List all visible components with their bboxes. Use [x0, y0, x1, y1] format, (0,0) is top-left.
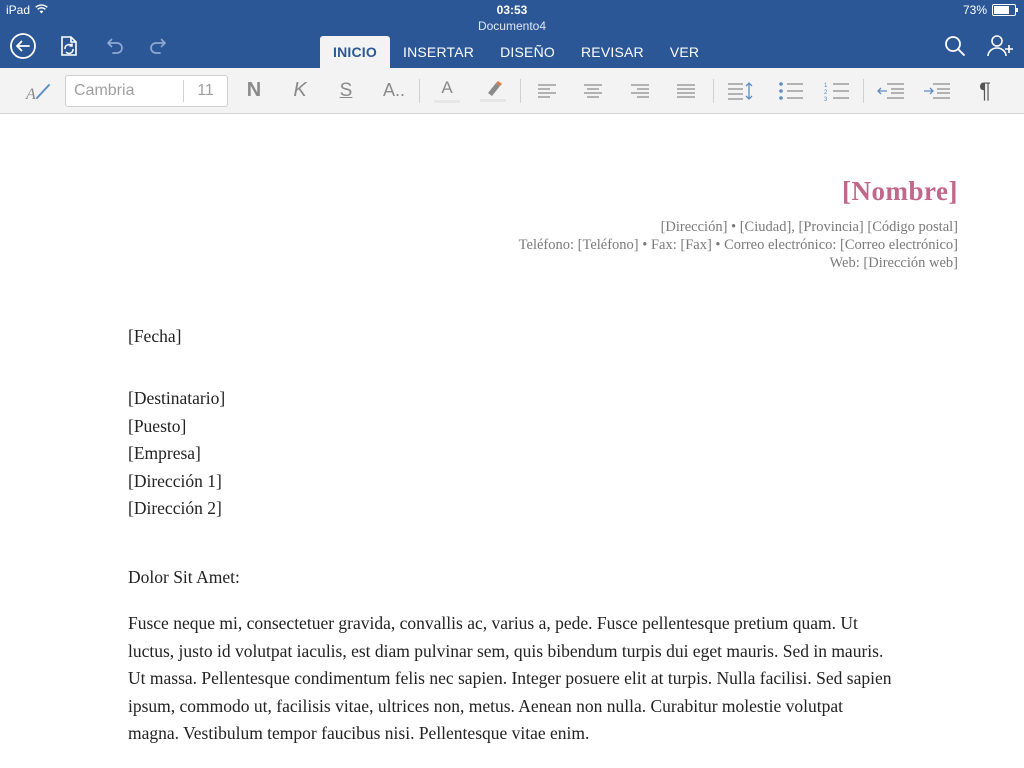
document-title: Documento4: [477, 19, 547, 33]
toolbar-divider: [713, 79, 714, 103]
battery-icon: [992, 4, 1016, 16]
recipient-company[interactable]: [Empresa]: [128, 443, 201, 463]
decrease-indent-button[interactable]: [876, 68, 906, 113]
increase-indent-icon: [923, 82, 951, 100]
device-label: iPad: [6, 3, 31, 17]
battery-fill: [994, 6, 1009, 14]
undo-icon: [102, 34, 126, 58]
sender-name[interactable]: [Nombre]: [842, 176, 958, 206]
font-color-button[interactable]: [432, 68, 462, 113]
bulleted-list-icon: [778, 81, 804, 101]
align-left-icon: [537, 83, 557, 99]
bold-button[interactable]: N: [246, 79, 262, 101]
tab-insertar[interactable]: INSERTAR: [402, 44, 475, 60]
increase-indent-button[interactable]: [922, 68, 952, 113]
title-bar: [0, 0, 1024, 68]
document-canvas[interactable]: [0, 114, 1024, 768]
toolbar-divider: [863, 79, 864, 103]
brush-style-icon: [25, 80, 53, 102]
numbered-list-icon: [824, 81, 850, 101]
add-person-icon: [986, 33, 1014, 59]
salutation[interactable]: Dolor Sit Amet:: [128, 567, 240, 587]
highlight-swatch: [480, 99, 506, 102]
underline-button[interactable]: S: [339, 79, 353, 101]
highlighter-icon: [482, 79, 504, 97]
tab-diseno[interactable]: DISEÑO: [500, 44, 555, 60]
clock: 03:53: [496, 3, 528, 17]
toolbar-divider: [520, 79, 521, 103]
ribbon-tabs: [320, 36, 712, 68]
date-field[interactable]: [Fecha]: [128, 326, 182, 346]
font-name-field[interactable]: Cambria: [74, 82, 135, 99]
justify-icon: [676, 83, 696, 99]
web-line[interactable]: Web: [Dirección web]: [829, 255, 958, 271]
numbering-button[interactable]: [822, 68, 852, 113]
line-spacing-icon: [727, 81, 755, 101]
svg-text:A: A: [26, 85, 36, 102]
bullets-button[interactable]: [776, 68, 806, 113]
line-spacing-button[interactable]: [726, 68, 756, 113]
italic-button[interactable]: K: [293, 79, 307, 101]
highlight-button[interactable]: [478, 68, 508, 113]
search-button[interactable]: [941, 32, 969, 60]
undo-button[interactable]: [100, 32, 128, 60]
font-size-field[interactable]: 11: [197, 82, 214, 99]
address-line[interactable]: [Dirección] • [Ciudad], [Provincia] [Código postal]: [660, 219, 958, 235]
redo-icon: [147, 34, 171, 58]
tab-inicio[interactable]: INICIO: [320, 36, 390, 68]
svg-text:1: 1: [824, 82, 828, 89]
back-button[interactable]: [9, 32, 37, 60]
align-right-button[interactable]: [628, 68, 652, 113]
format-toolbar: [0, 68, 1024, 114]
more-font-options-button[interactable]: A..: [382, 80, 405, 100]
recipient-address-2[interactable]: [Dirección 2]: [128, 498, 222, 518]
share-button[interactable]: [986, 32, 1014, 60]
align-left-button[interactable]: [535, 68, 559, 113]
back-arrow-icon: [9, 32, 37, 60]
justify-button[interactable]: [674, 68, 698, 113]
recipient-address-1[interactable]: [Dirección 1]: [128, 471, 222, 491]
redo-button[interactable]: [145, 32, 173, 60]
file-sync-icon: [55, 33, 81, 59]
recipient-title[interactable]: [Puesto]: [128, 416, 187, 436]
contact-line[interactable]: Teléfono: [Teléfono] • Fax: [Fax] • Correo electrónico: [Correo electrónico]: [518, 237, 958, 253]
align-right-icon: [630, 83, 650, 99]
font-color-letter: A: [441, 77, 453, 97]
tab-revisar[interactable]: REVISAR: [580, 44, 644, 60]
svg-text:3: 3: [824, 96, 828, 101]
file-sync-button[interactable]: [54, 32, 82, 60]
body-paragraph[interactable]: Fusce neque mi, consectetuer gravida, convallis ac, varius a, pede. Fusce pellentesque pretium quam. Ut luctus, justo id volutpat iaculis, est diam pulvinar sem, quis bibendum turpis dui eget mauris. Sed in mauris. Ut massa. Pellentesque condimentum felis nec sapien. Integer posuere elit at turpis. Nulla facilisi. Sed sapien ipsum, commodo ut, facilisis vitae, ultrices non, metus. Aenean non nulla. Curabitur molestie volutpat magna. Vestibulum tempor faucibus nisi. Pellentesque vitae enim.: [128, 613, 892, 743]
status-right: [963, 3, 1016, 17]
font-picker[interactable]: [65, 75, 228, 107]
recipient-name[interactable]: [Destinatario]: [128, 388, 226, 408]
toolbar-divider: [419, 79, 420, 103]
show-formatting-button[interactable]: ¶: [979, 77, 991, 103]
tab-ver[interactable]: VER: [669, 44, 700, 60]
font-color-swatch: [434, 100, 460, 103]
decrease-indent-icon: [877, 82, 905, 100]
align-center-icon: [583, 83, 603, 99]
align-center-button[interactable]: [581, 68, 605, 113]
svg-text:2: 2: [824, 89, 828, 96]
search-icon: [943, 34, 967, 58]
battery-percent: 73%: [962, 3, 987, 17]
styles-button[interactable]: [22, 68, 56, 113]
